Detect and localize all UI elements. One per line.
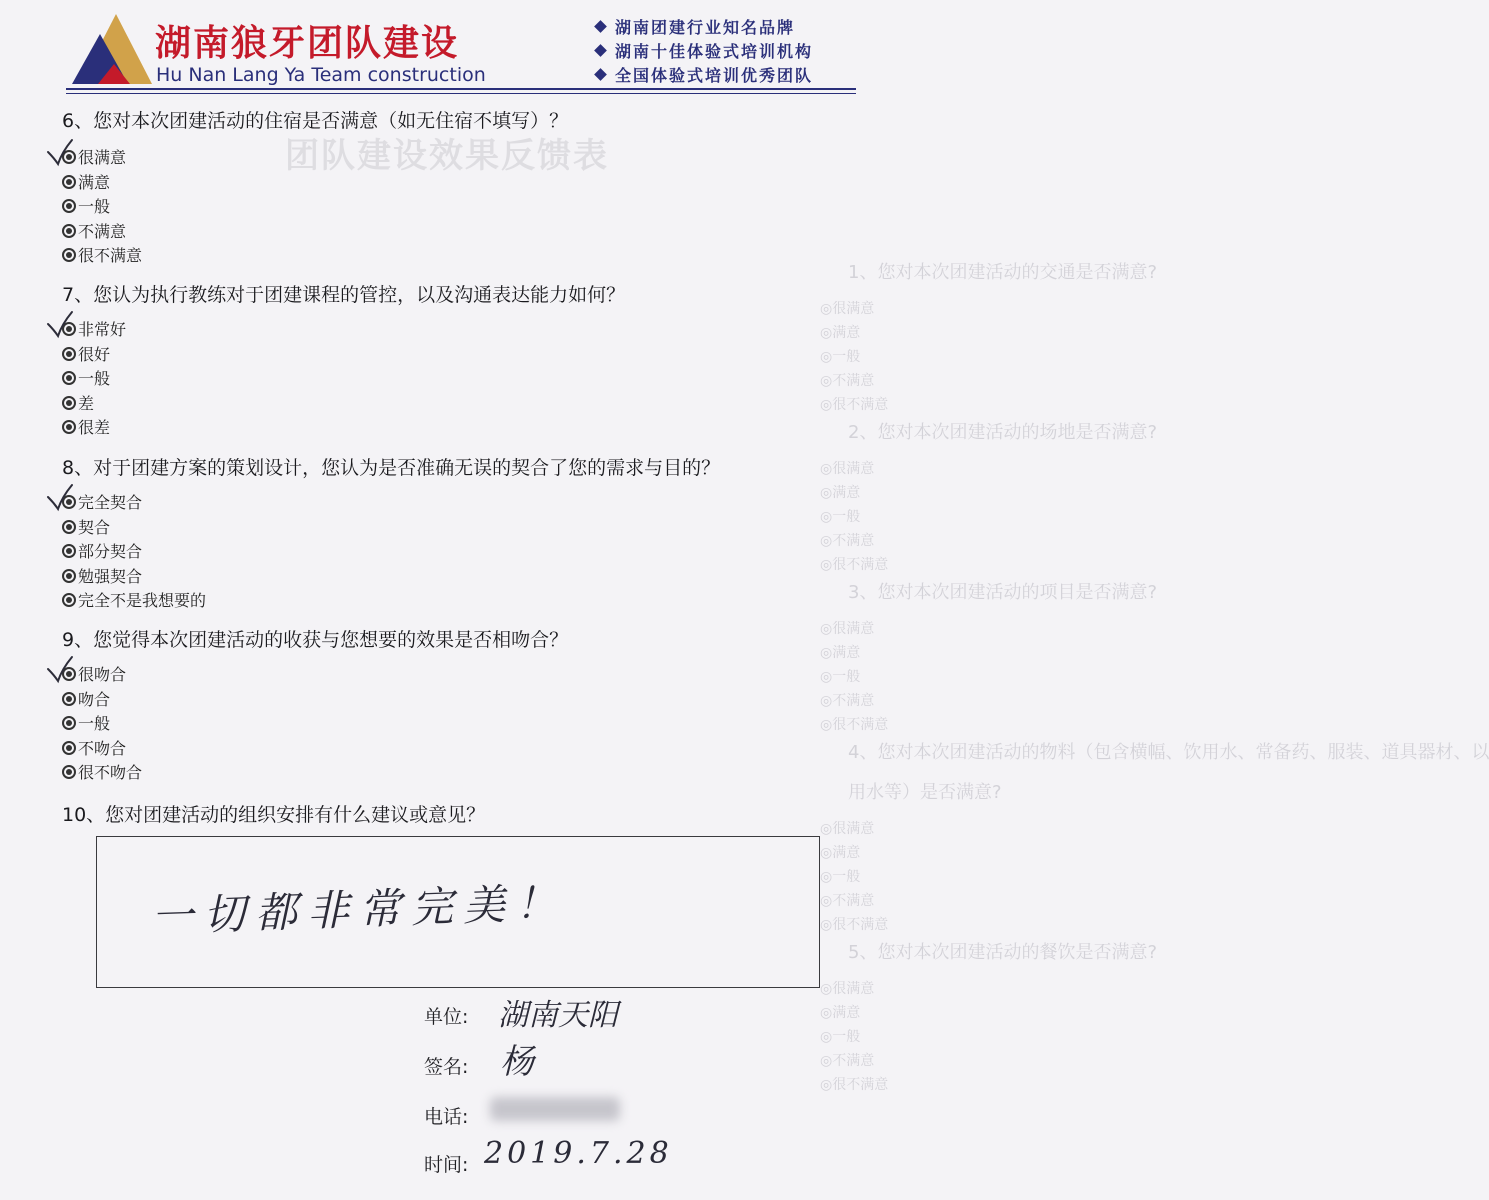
- radio-bullet-icon: [62, 175, 76, 189]
- radio-bullet-icon: [62, 150, 76, 164]
- question-8-title: 8、对于团建方案的策划设计，您认为是否准确无误的契合了您的需求与目的？: [62, 457, 721, 479]
- option-item[interactable]: [62, 712, 142, 737]
- show-through-line: ◎很满意: [820, 461, 875, 477]
- show-through-line: 5、您对本次团建活动的餐饮是否满意?: [848, 942, 1158, 963]
- slogan-item: 湖南十佳体验式培训机构: [596, 40, 813, 64]
- show-through-line: ◎一般: [820, 349, 861, 365]
- date-value: 2019.7.28: [484, 1136, 673, 1171]
- show-through-line: 4、您对本次团建活动的物料（包含横幅、饮用水、常备药、服装、道具器材、以: [848, 742, 1489, 763]
- handwritten-answer: 一切都非常完美！: [150, 877, 568, 942]
- option-item[interactable]: [62, 737, 142, 762]
- option-item[interactable]: [62, 195, 142, 220]
- show-through-line: ◎不满意: [820, 373, 875, 389]
- show-through-line: ◎一般: [820, 509, 861, 525]
- radio-bullet-icon: [62, 716, 76, 730]
- show-through-line: ◎很满意: [820, 301, 875, 317]
- radio-bullet-icon: [62, 396, 76, 410]
- show-through-line: ◎满意: [820, 1005, 861, 1021]
- show-through-line: 用水等）是否满意?: [848, 782, 1002, 803]
- letterhead: [0, 0, 920, 100]
- option-label: 满意: [78, 172, 111, 192]
- radio-bullet-icon: [62, 741, 76, 755]
- question-10-title: 10、您对团建活动的组织安排有什么建议或意见？: [62, 804, 486, 826]
- question-6-title: 6、您对本次团建活动的住宿是否满意（如无住宿不填写）？: [62, 110, 569, 132]
- brand-name-cn: 湖南狼牙团队建设: [155, 23, 460, 64]
- show-through-line: ◎很满意: [820, 821, 875, 837]
- radio-bullet-icon: [62, 544, 76, 558]
- option-label: 很吻合: [78, 665, 127, 684]
- radio-bullet-icon: [62, 569, 76, 583]
- company-logo-icon: [70, 12, 154, 86]
- show-through-line: ◎满意: [820, 845, 861, 861]
- show-through-line: 1、您对本次团建活动的交通是否满意?: [848, 262, 1158, 283]
- radio-bullet-icon: [62, 322, 76, 336]
- option-label: 一般: [78, 714, 111, 733]
- radio-bullet-icon: [62, 199, 76, 213]
- option-item[interactable]: [62, 392, 126, 417]
- option-item[interactable]: [62, 343, 126, 368]
- diamond-bullet-icon: [594, 68, 607, 81]
- signature-value: 杨: [500, 1042, 534, 1082]
- question-6-options: [62, 146, 142, 269]
- radio-bullet-icon: [62, 667, 76, 681]
- option-label: 一般: [78, 197, 111, 216]
- option-item[interactable]: [62, 589, 206, 614]
- show-through-line: ◎很不满意: [820, 917, 889, 933]
- option-item[interactable]: [62, 688, 142, 713]
- radio-bullet-icon: [62, 224, 76, 238]
- option-item[interactable]: [62, 146, 142, 171]
- option-label: 不吻合: [78, 738, 127, 758]
- radio-bullet-icon: [62, 593, 76, 607]
- redacted-phone: [490, 1097, 620, 1121]
- option-label: 很好: [78, 344, 111, 364]
- option-label: 不满意: [78, 221, 127, 241]
- option-label: 契合: [78, 517, 111, 537]
- unit-value: 湖南天阳: [498, 998, 618, 1033]
- option-item[interactable]: [62, 220, 142, 245]
- slogan-item: 湖南团建行业知名品牌: [596, 16, 813, 40]
- slogan-list: [596, 16, 813, 88]
- question-9-options: [62, 663, 142, 786]
- option-item[interactable]: [62, 171, 142, 196]
- slogan-item: 全国体验式培训优秀团队: [596, 64, 813, 88]
- option-label: 一般: [78, 369, 111, 388]
- show-through-line: ◎不满意: [820, 1053, 875, 1069]
- radio-bullet-icon: [62, 248, 76, 262]
- option-label: 部分契合: [78, 542, 143, 561]
- option-label: 很不满意: [78, 246, 143, 265]
- radio-bullet-icon: [62, 420, 76, 434]
- question-9-title: 9、您觉得本次团建活动的收获与您想要的效果是否相吻合？: [62, 629, 569, 651]
- option-item[interactable]: [62, 416, 126, 441]
- option-label: 吻合: [78, 689, 111, 709]
- option-label: 非常好: [78, 320, 127, 339]
- option-item[interactable]: [62, 491, 206, 516]
- show-through-line: ◎不满意: [820, 533, 875, 549]
- show-through-line: ◎满意: [820, 645, 861, 661]
- radio-bullet-icon: [62, 371, 76, 385]
- question-8-options: [62, 491, 206, 614]
- show-through-line: ◎很不满意: [820, 717, 889, 733]
- show-through-line: ◎不满意: [820, 893, 875, 909]
- option-label: 很不吻合: [78, 763, 143, 782]
- answer-box[interactable]: [96, 836, 820, 988]
- show-through-line: ◎很满意: [820, 981, 875, 997]
- brand-name-en: Hu Nan Lang Ya Team construction: [156, 64, 486, 86]
- option-label: 很差: [78, 418, 111, 437]
- radio-bullet-icon: [62, 520, 76, 534]
- option-item[interactable]: [62, 516, 206, 541]
- radio-bullet-icon: [62, 692, 76, 706]
- header-divider-thin: [66, 93, 856, 94]
- option-item[interactable]: [62, 565, 206, 590]
- show-through-line: ◎很不满意: [820, 397, 889, 413]
- radio-bullet-icon: [62, 495, 76, 509]
- question-7-options: [62, 318, 126, 441]
- option-item[interactable]: [62, 761, 142, 786]
- option-item[interactable]: [62, 318, 126, 343]
- option-label: 完全契合: [78, 493, 143, 512]
- show-through-line: ◎一般: [820, 669, 861, 685]
- option-label: 完全不是我想要的: [78, 591, 207, 610]
- option-item[interactable]: [62, 244, 142, 269]
- option-item[interactable]: [62, 367, 126, 392]
- radio-bullet-icon: [62, 347, 76, 361]
- option-item[interactable]: [62, 663, 142, 688]
- show-through-line: ◎很满意: [820, 621, 875, 637]
- show-through-line: ◎很不满意: [820, 557, 889, 573]
- phone-label: 电话:: [424, 1106, 469, 1128]
- show-through-title: 团队建设效果反馈表: [285, 136, 609, 176]
- header-divider: [66, 88, 856, 90]
- option-label: 勉强契合: [78, 566, 143, 586]
- show-through-line: 2、您对本次团建活动的场地是否满意?: [848, 422, 1158, 443]
- show-through-line: 3、您对本次团建活动的项目是否满意?: [848, 582, 1158, 603]
- question-7-title: 7、您认为执行教练对于团建课程的管控，以及沟通表达能力如何？: [62, 284, 626, 306]
- show-through-line: ◎一般: [820, 1029, 861, 1045]
- radio-bullet-icon: [62, 765, 76, 779]
- show-through-line: ◎满意: [820, 325, 861, 341]
- show-through-line: ◎满意: [820, 485, 861, 501]
- name-label: 签名:: [424, 1056, 469, 1078]
- show-through-line: ◎不满意: [820, 693, 875, 709]
- show-through-line: ◎很不满意: [820, 1077, 889, 1093]
- option-label: 很满意: [78, 148, 127, 167]
- option-item[interactable]: [62, 540, 206, 565]
- unit-label: 单位:: [424, 1006, 469, 1028]
- show-through-line: ◎一般: [820, 869, 861, 885]
- diamond-bullet-icon: [594, 44, 607, 57]
- option-label: 差: [78, 393, 95, 413]
- date-label: 时间:: [424, 1154, 469, 1176]
- diamond-bullet-icon: [594, 20, 607, 33]
